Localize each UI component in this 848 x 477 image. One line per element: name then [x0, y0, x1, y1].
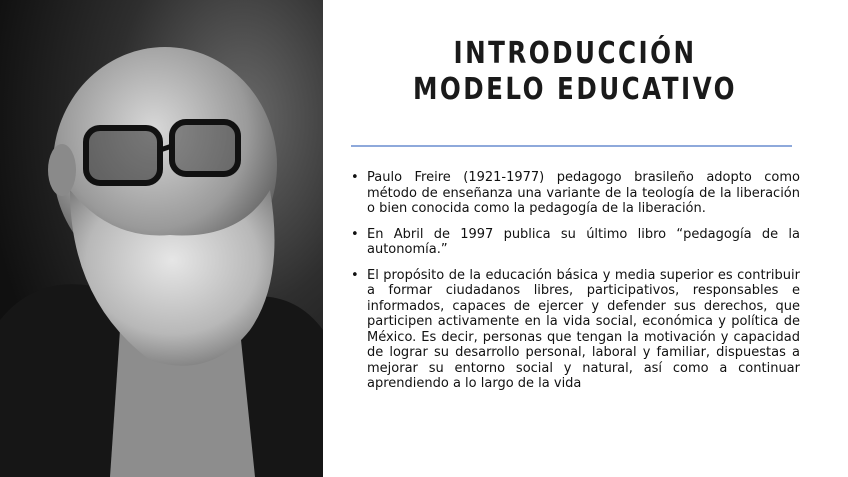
slide-title — [360, 36, 790, 108]
bullet-item — [348, 268, 800, 392]
portrait-photo — [0, 0, 323, 477]
bullet-text: Paulo Freire (1921-1977) pedagogo brasileño adopto como método de enseñanza una variante de la teología de la liberación o bien conocida como la pedagogía de la liberación. — [367, 170, 800, 216]
bullet-text: En Abril de 1997 publica su último libro “pedagogía de la autonomía.” — [367, 226, 800, 257]
portrait-image — [0, 0, 323, 477]
bullet-dot-icon: • — [351, 170, 359, 185]
bullet-dot-icon: • — [351, 226, 359, 242]
bullet-text: El propósito de la educación básica y media superior es contribuir a formar ciudadanos libres, participativos, responsables e informados, capaces de ejercer y defender sus derechos, que participen activamente en la vida social, económica y política de México. Es decir, personas que tengan la motivación y capacidad de lograr su desarrollo personal, laboral y familiar, dispuestas a mejorar su entorno social y natural, así como a continuar aprendiendo a lo largo de la vida — [367, 267, 800, 391]
bullet-list — [348, 170, 800, 402]
title-divider — [351, 145, 792, 147]
bullet-item — [348, 227, 800, 258]
title-line-2: MODELO EDUCATIVO — [412, 72, 738, 107]
bullet-dot-icon: • — [351, 267, 359, 283]
title-line-1: INTRODUCCIÓN — [453, 36, 697, 71]
bullet-item — [348, 170, 800, 217]
